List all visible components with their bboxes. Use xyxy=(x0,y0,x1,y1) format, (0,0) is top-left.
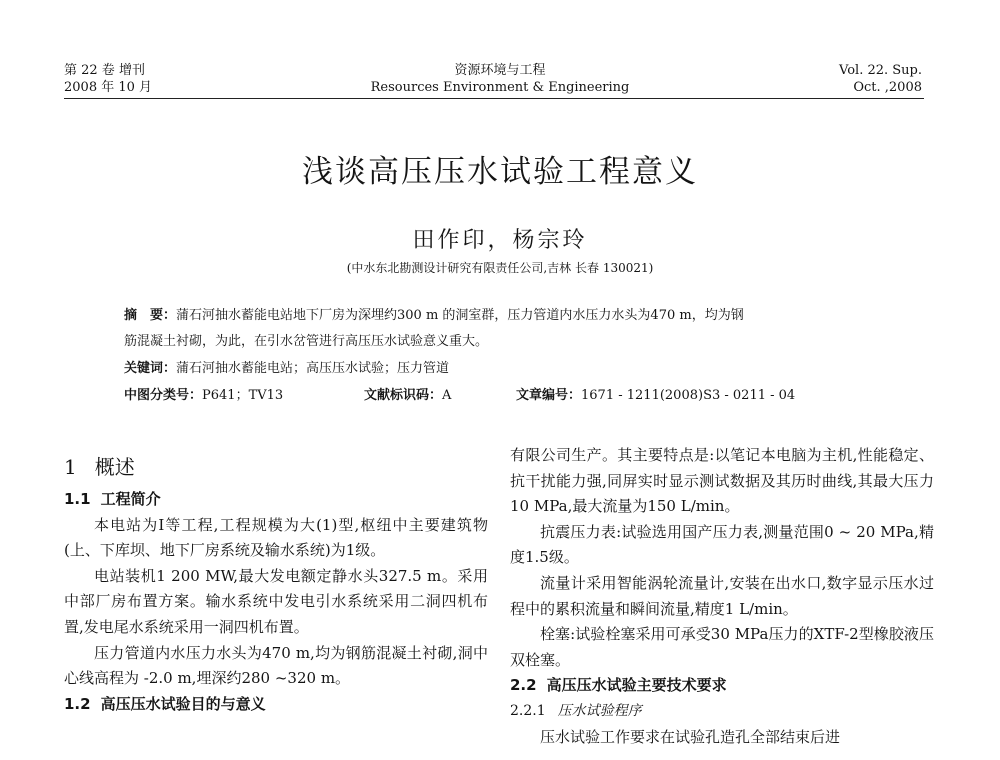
volume-issue: 第 22 卷 增刊 xyxy=(64,63,145,78)
author-list: 田作印，杨宗玲 xyxy=(412,228,588,253)
running-header-right xyxy=(839,62,922,96)
section-1-heading xyxy=(64,455,488,479)
article-number: 文章编号：1671 - 1211(2008)S3 - 0211 - 04 xyxy=(516,388,796,403)
paragraph: 本电站为Ⅰ等工程,工程规模为大(1)型,枢纽中主要建筑物(上、下库坝、地下厂房系统及输水系统)为1级。 xyxy=(64,515,488,560)
body-column-left xyxy=(64,443,488,717)
journal-name-en: Resources Environment & Engineering xyxy=(370,80,630,95)
abstract-label: 摘 要： xyxy=(124,308,177,323)
article-title: 浅谈高压压水试验工程意义 xyxy=(302,154,698,190)
subsection-2-2-heading: 2.2 高压压水试验主要技术要求 xyxy=(510,676,727,695)
author-affiliation: (中水东北勘测设计研究有限责任公司,吉林 长春 130021) xyxy=(346,261,654,275)
section-number: 1 xyxy=(64,455,77,479)
paragraph: 流量计采用智能涡轮流量计,安装在出水口,数字显示压水过程中的累积流量和瞬间流量,精度1 L/min。 xyxy=(510,573,934,618)
journal-name-cn: 资源环境与工程 xyxy=(454,63,546,78)
section-title: 概述 xyxy=(94,455,135,479)
volume-en: Vol. 22. Sup. xyxy=(839,63,922,78)
paragraph: 电站装机1 200 MW,最大发电额定静水头327.5 m。采用中部厂房布置方案。输水系统中发电引水系统采用二洞四机布置,发电尾水系统采用一洞四机布置。 xyxy=(64,566,488,636)
abstract-text: 蒲石河抽水蓄能电站地下厂房为深埋约300 m 的洞室群，压力管道内水压力水头为470 m，均为钢 xyxy=(176,308,744,323)
publication-date: 2008 年 10 月 xyxy=(64,80,153,95)
paragraph: 有限公司生产。其主要特点是:以笔记本电脑为主机,性能稳定、抗干扰能力强,同屏实时显示测试数据及其历时曲线,其最大压力10 MPa,最大流量为150 L/min。 xyxy=(510,446,934,516)
subsection-2-2-1-heading: 2.2.1 压水试验程序 xyxy=(510,702,642,719)
clc-number: 中图分类号：P641；TV13 xyxy=(124,388,284,403)
paragraph: 压水试验工作要求在试验孔造孔全部结束后进 xyxy=(540,727,841,746)
keywords-text: 蒲石河抽水蓄能电站；高压压水试验；压力管道 xyxy=(176,361,450,376)
date-en: Oct. ,2008 xyxy=(853,80,922,95)
subsection-1-2-heading: 1.2 高压压水试验目的与意义 xyxy=(64,694,266,713)
subsection-1-1-heading: 1.1 工程简介 xyxy=(64,490,161,508)
paragraph: 压力管道内水压力水头为470 m,均为钢筋混凝土衬砌,洞中心线高程为 -2.0 m,埋深约280 ~320 m。 xyxy=(64,643,488,688)
abstract-line-2: 筋混凝土衬砌，为此，在引水岔管进行高压压水试验意义重大。 xyxy=(124,334,489,349)
body-column-right xyxy=(510,443,934,750)
keywords-label: 关键词： xyxy=(124,361,177,376)
document-code: 文献标识码：A xyxy=(364,388,452,403)
paragraph: 栓塞:试验栓塞采用可承受30 MPa压力的XTF-2型橡胶液压双栓塞。 xyxy=(510,625,934,669)
header-rule xyxy=(64,98,924,99)
keywords-line xyxy=(124,360,884,378)
abstract-line-1 xyxy=(124,307,884,325)
paragraph: 抗震压力表:试验选用国产压力表,测量范围0 ~ 20 MPa,精度1.5级。 xyxy=(510,522,934,567)
